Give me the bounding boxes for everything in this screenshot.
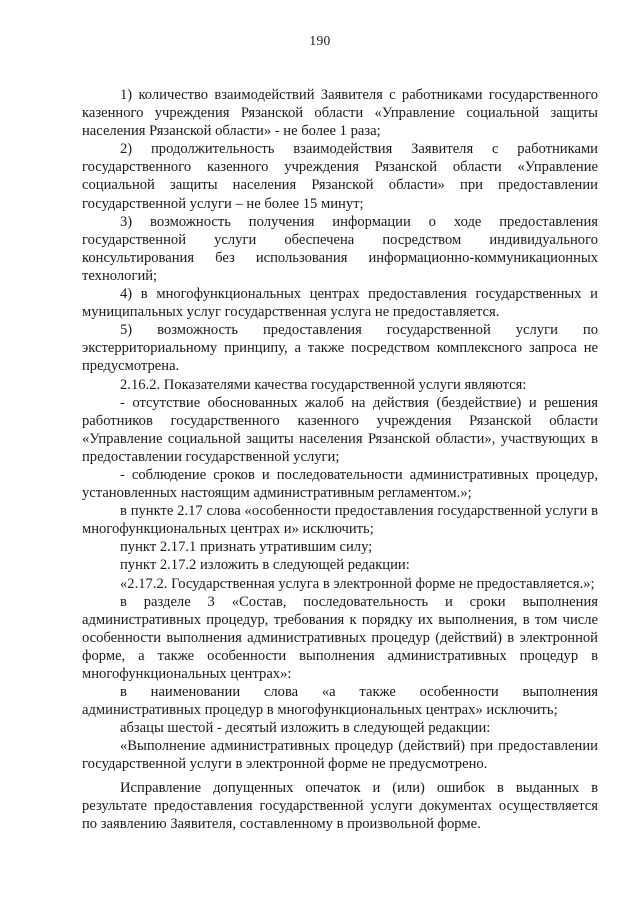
paragraph: 2) продолжительность взаимодействия Заявителя с работниками государственного казенного учреждения Рязанской области «Управление социальной защиты населения Рязанской области» при предоставлении государственной услуги – не более 15 минут; xyxy=(82,141,598,212)
paragraph: «Выполнение административных процедур (действий) при предоставлении государственной услуги в электронной форме не предусмотрено. xyxy=(82,738,598,773)
paragraph: пункт 2.17.1 признать утратившим силу; xyxy=(120,539,373,556)
paragraph: пункт 2.17.2 изложить в следующей редакции: xyxy=(120,557,410,574)
paragraph: Исправление допущенных опечаток и (или) ошибок в выданных в результате предоставления государственной услуги документах осуществляется по заявлению Заявителя, составленному в произвольной форме. xyxy=(82,779,598,832)
page-number: 190 xyxy=(309,33,331,48)
paragraph: - соблюдение сроков и последовательности административных процедур, установленных настоящим административным регламентом.»; xyxy=(82,466,598,502)
document-body xyxy=(82,86,598,833)
paragraph: в наименовании слова «а также особенности выполнения административных процедур в многофункциональных центрах» исключить; xyxy=(82,684,598,719)
paragraph: абзацы шестой - десятый изложить в следующей редакции: xyxy=(120,720,491,737)
paragraph: 3) возможность получения информации о ходе предоставления государственной услуги обеспечена посредством индивидуального консультирования без использования информационно-коммуникационных технологий; xyxy=(82,213,598,284)
paragraph: в разделе 3 «Состав, последовательность и сроки выполнения административных процедур, требования к порядку их выполнения, в том числе особенности выполнения административных процедур (действий) в электронной форме, а также особенности выполнения административных процедур в многофункциональных центрах»: xyxy=(82,593,598,682)
paragraph: 2.16.2. Показателями качества государственной услуги являются: xyxy=(120,376,527,393)
paragraph: в пункте 2.17 слова «особенности предоставления государственной услуги в многофункциональных центрах и» исключить; xyxy=(82,503,598,538)
paragraph: 4) в многофункциональных центрах предоставления государственных и муниципальных услуг государственная услуга не предоставляется. xyxy=(82,286,598,321)
paragraph: - отсутствие обоснованных жалоб на действия (бездействие) и решения работников государственного казенного учреждения Рязанской области «Управление социальной защиты населения Рязанской области», участвующих в предоставлении государственной услуги; xyxy=(82,394,598,465)
paragraph: «2.17.2. Государственная услуга в электронной форме не предоставляется.»; xyxy=(120,575,595,592)
paragraph: 5) возможность предоставления государственной услуги по экстерриториальному принципу, а также посредством комплексного запроса не предусмотрена. xyxy=(82,322,598,375)
paragraph: 1) количество взаимодействий Заявителя с работниками государственного казенного учреждения Рязанской области «Управление социальной защиты населения Рязанской области» - не более 1 раза; xyxy=(82,87,598,140)
